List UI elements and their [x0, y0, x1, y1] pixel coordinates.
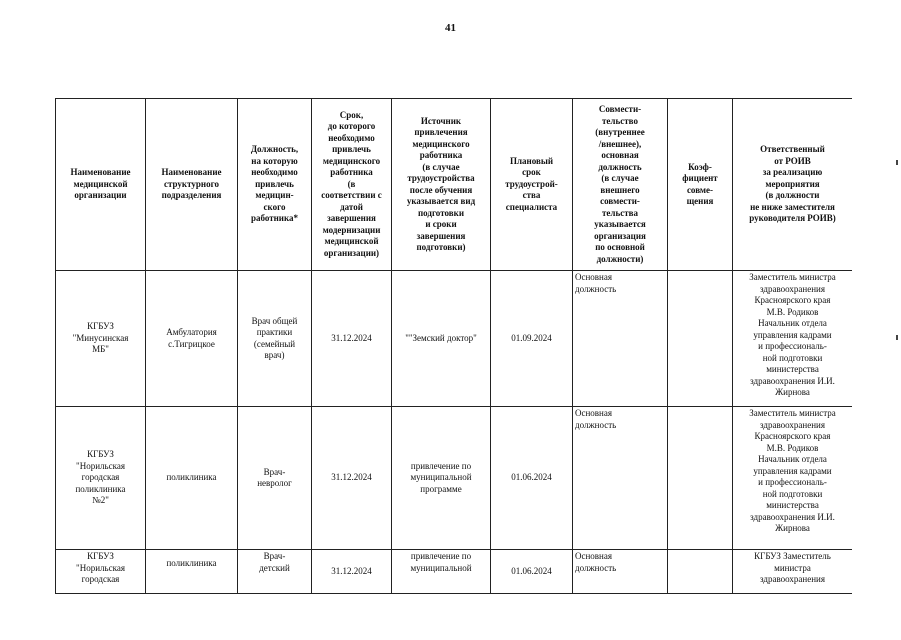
cell-planned-date: 01.09.2024: [491, 271, 573, 407]
cell-coefficient: [668, 271, 733, 407]
staffing-table-wrapper: [55, 98, 852, 594]
cell-organization: КГБУЗ "Минусинская МБ": [56, 271, 146, 407]
header-division: Наименование структурного подразделения: [146, 99, 238, 271]
cell-division: поликлиника: [146, 550, 238, 594]
cell-source: ""Земский доктор": [392, 271, 491, 407]
cell-division: поликлиника: [146, 407, 238, 550]
header-organization: Наименование медицинской организации: [56, 99, 146, 271]
header-planned-date: Плановый срок трудоустрой- ства специалиста: [491, 99, 573, 271]
cell-position: Врач- невролог: [238, 407, 312, 550]
page-number: 41: [445, 22, 456, 34]
header-deadline: Срок, до которого необходимо привлечь медицинского работника (в соответствии с датой завершения модернизации медицинской организации): [312, 99, 392, 271]
cell-position: Врач общей практики (семейный врач): [238, 271, 312, 407]
header-coefficient: Коэф- фициент совме- щения: [668, 99, 733, 271]
table-header-row: [56, 99, 853, 271]
scan-edge-mark: [896, 335, 898, 340]
cell-combination: Основная должность: [573, 407, 668, 550]
cell-deadline: 31.12.2024: [312, 271, 392, 407]
cell-deadline: 31.12.2024: [312, 550, 392, 594]
header-responsible: Ответственный от РОИВ за реализацию мероприятия (в должности не ниже заместителя руководителя РОИВ): [733, 99, 853, 271]
cell-organization: КГБУЗ "Норильская городская поликлиника №2": [56, 407, 146, 550]
cell-source: привлечение по муниципальной: [392, 550, 491, 594]
header-combination: Совмести- тельство (внутреннее /внешнее), основная должность (в случае внешнего совмести- тельства указывается организация по основной должности): [573, 99, 668, 271]
cell-coefficient: [668, 550, 733, 594]
cell-planned-date: 01.06.2024: [491, 550, 573, 594]
cell-position: Врач- детский: [238, 550, 312, 594]
table-row: [56, 550, 853, 594]
cell-division: Амбулатория с.Тигрицкое: [146, 271, 238, 407]
cell-coefficient: [668, 407, 733, 550]
cell-combination: Основная должность: [573, 550, 668, 594]
cell-organization: КГБУЗ "Норильская городская: [56, 550, 146, 594]
cell-responsible: КГБУЗ Заместитель министра здравоохранения: [733, 550, 853, 594]
cell-deadline: 31.12.2024: [312, 407, 392, 550]
cell-combination: Основная должность: [573, 271, 668, 407]
cell-responsible: Заместитель министра здравоохранения Красноярского края М.В. Родиков Начальник отдела управления кадрами и профессиональ- ной подготовки министерства здравоохранения И.И. Жирнова: [733, 407, 853, 550]
cell-responsible: Заместитель министра здравоохранения Красноярского края М.В. Родиков Начальник отдела управления кадрами и профессиональ- ной подготовки министерства здравоохранения И.И. Жирнова: [733, 271, 853, 407]
table-row: [56, 407, 853, 550]
cell-source: привлечение по муниципальной программе: [392, 407, 491, 550]
staffing-table: [55, 98, 852, 594]
table-row: [56, 271, 853, 407]
header-position: Должность, на которую необходимо привлечь медицин- ского работника*: [238, 99, 312, 271]
scan-edge-mark: [896, 160, 898, 165]
header-source: Источник привлечения медицинского работника (в случае трудоустройства после обучения указывается вид подготовки и сроки завершения подготовки): [392, 99, 491, 271]
cell-planned-date: 01.06.2024: [491, 407, 573, 550]
